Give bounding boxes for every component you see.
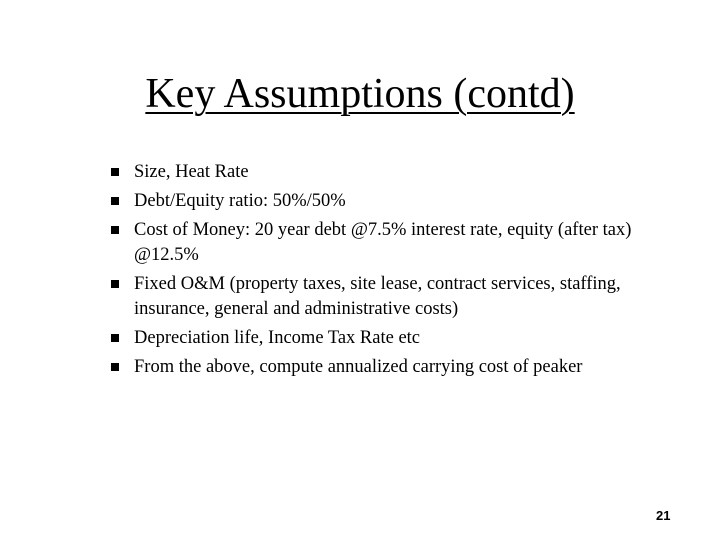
square-bullet-icon <box>111 226 119 234</box>
bullet-item <box>108 218 688 268</box>
bullet-text: From the above, compute annualized carrying cost of peaker <box>134 357 583 377</box>
bullet-item <box>108 189 688 214</box>
bullet-text: Fixed O&M (property taxes, site lease, contract services, staffing, insurance, general and administrative costs) <box>134 274 621 319</box>
bullet-text: Debt/Equity ratio: 50%/50% <box>134 191 346 211</box>
slide-title: Key Assumptions (contd) <box>145 71 575 117</box>
page-number: 21 <box>656 508 671 523</box>
square-bullet-icon <box>111 168 119 176</box>
square-bullet-icon <box>111 363 119 371</box>
square-bullet-icon <box>111 334 119 342</box>
bullet-item <box>108 160 688 185</box>
square-bullet-icon <box>111 280 119 288</box>
bullet-item <box>108 326 688 351</box>
bullet-item <box>108 272 688 322</box>
bullet-item <box>108 355 688 380</box>
square-bullet-icon <box>111 197 119 205</box>
bullet-text: Cost of Money: 20 year debt @7.5% interest rate, equity (after tax) @12.5% <box>134 220 632 265</box>
bullet-text: Depreciation life, Income Tax Rate etc <box>134 328 421 348</box>
bullet-text: Size, Heat Rate <box>134 162 249 182</box>
bullet-list <box>108 160 688 384</box>
